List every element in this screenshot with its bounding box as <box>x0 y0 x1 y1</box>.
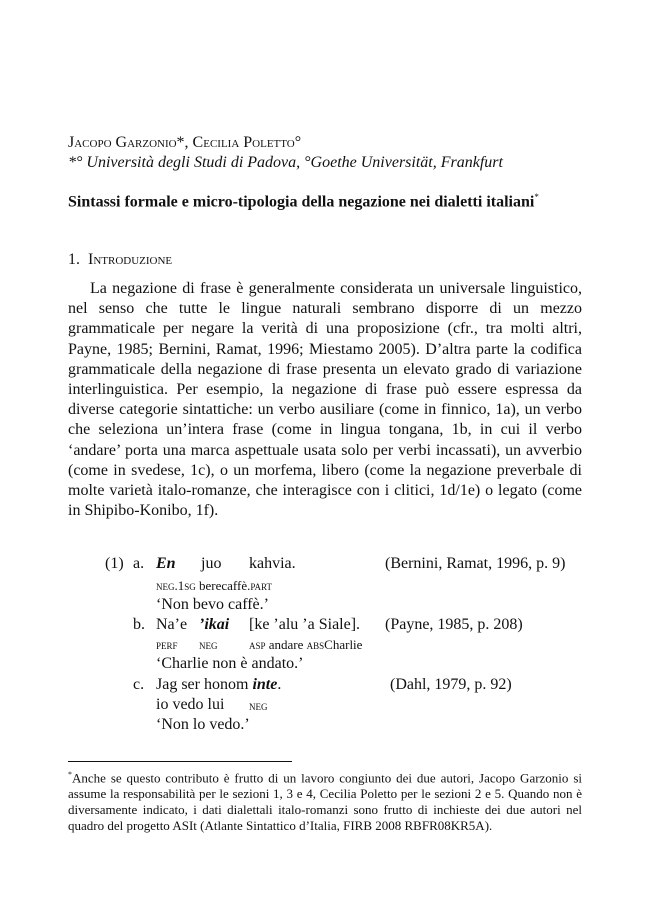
example-b-gloss-1: perf <box>156 637 178 652</box>
footnote-mark: * <box>68 770 72 779</box>
author-affiliations: *° Università degli Studi di Padova, °Goethe Universität, Frankfurt <box>68 154 503 171</box>
example-b-word-2: ’ikai <box>199 616 230 633</box>
example-c-gloss-1: io vedo lui <box>156 696 225 713</box>
example-a-word-2: juo <box>201 555 222 572</box>
example-b-word-1: Na’e <box>156 616 188 633</box>
footnote <box>68 767 582 834</box>
title-footnote-mark: * <box>534 192 539 202</box>
paper-title-text: Sintassi formale e micro-tipologia della negazione nei dialetti italiani <box>68 193 535 211</box>
footnote-separator <box>68 761 292 762</box>
example-b-letter: b. <box>133 616 145 633</box>
paper-title <box>68 192 539 211</box>
example-b-gloss-3: asp andare absCharlie <box>249 637 363 652</box>
example-number: (1) <box>105 555 124 572</box>
example-c-sentence: Jag ser honom inte. <box>156 676 282 693</box>
example-c-source: (Dahl, 1979, p. 92) <box>390 676 512 693</box>
example-c-letter: c. <box>133 676 145 693</box>
example-b-translation: ‘Charlie non è andato.’ <box>156 655 304 672</box>
example-b-source: (Payne, 1985, p. 208) <box>385 616 523 633</box>
example-a-gloss: neg.1sg berecaffè.part <box>156 578 273 593</box>
example-b-word-3: [ke ’alu ’a Siale]. <box>249 616 361 633</box>
example-c-translation: ‘Non lo vedo.’ <box>156 716 250 733</box>
example-a-letter: a. <box>133 555 145 572</box>
example-a-translation: ‘Non bevo caffè.’ <box>156 596 269 613</box>
section-heading <box>68 251 172 269</box>
example-c-gloss-2: neg <box>249 698 268 713</box>
example-b-gloss-2: neg <box>199 637 218 652</box>
author-names: Jacopo Garzonio*, Cecilia Poletto° <box>68 134 302 151</box>
example-a-source: (Bernini, Ramat, 1996, p. 9) <box>385 555 566 572</box>
example-a-word-1: En <box>156 555 176 572</box>
example-a-word-3: kahvia. <box>249 555 296 572</box>
footnote-text: Anche se questo contributo è frutto di un lavoro congiunto dei due autori, Jacopo Garzonio si assume la responsabilità per le sezioni 1, 3 e 4, Cecilia Poletto per le sezioni 2 e 5. Quando non è diversamente indicato, i dati dialettali italo-romanzi sono frutto di inchieste dei due autori nel quadro del progetto ASIt (Atlante Sintattico d’Italia, FIRB 2008 RBFR08KR5A). <box>68 770 582 834</box>
section-number: 1. <box>68 251 80 268</box>
section-title: Introduzione <box>88 251 173 268</box>
intro-paragraph: La negazione di frase è generalmente considerata un universale linguistico, nel senso che tutte le lingue naturali sembrano disporre di un mezzo grammaticale per negare la verità di una proposizione (cfr., tra molti altri, Payne, 1985; Bernini, Ramat, 1996; Miestamo 2005). D’altra parte la codifica grammaticale della negazione di frase presenta un elevato grado di variazione interlinguistica. Per esempio, la negazione di frase può essere espressa da diverse categorie sintattiche: un verbo ausiliare (come in finnico, 1a), un verbo che seleziona un’intera frase (come in lingua tongana, 1b, in cui il verbo ‘andare’ porta una marca aspettuale usata solo per verbi incassati), un avverbio (come in svedese, 1c), o un morfema, libero (come la negazione preverbale di molte varietà italo-romanze, che interagisce con i clitici, 1d/1e) o legato (come in Shipibo-Konibo, 1f). <box>68 280 582 520</box>
